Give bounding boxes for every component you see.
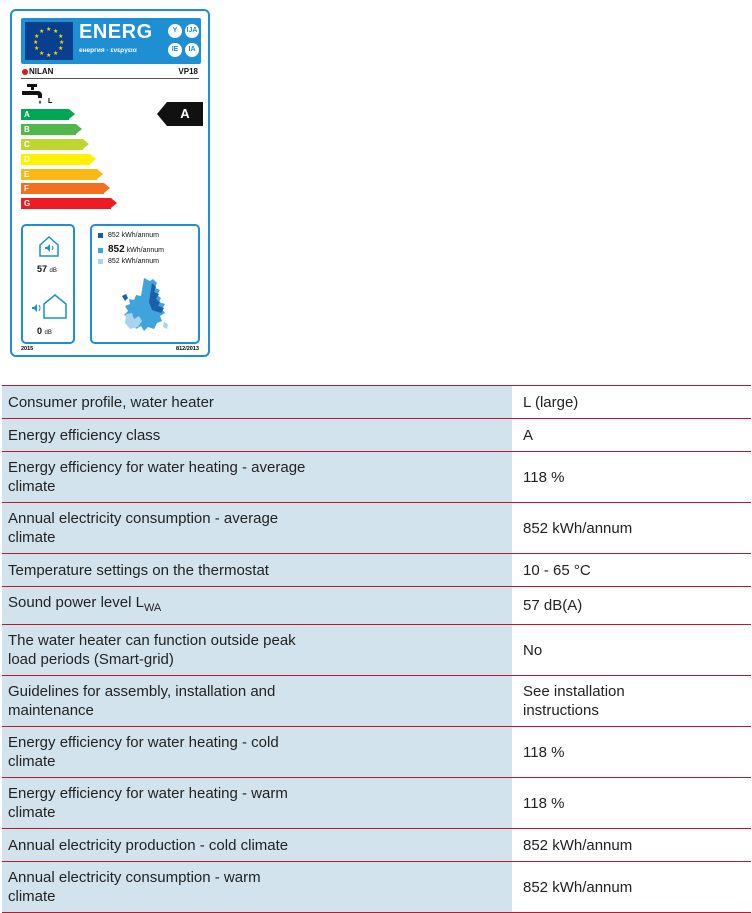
label-regulation: 812/2013 [176,346,199,352]
row-label: Consumer profile, water heater [2,386,512,419]
language-badge: Y [168,24,182,38]
brand-logo-icon [22,69,28,75]
table-row [2,778,751,829]
table-row [2,554,751,587]
row-label: The water heater can function outside peak load periods (Smart-grid) [2,625,512,676]
consumer-profile: L [48,98,53,105]
water-tap-icon [21,83,47,107]
row-value: No [517,625,751,676]
efficiency-bar-a: A [21,109,69,120]
label-year: 2015 [21,346,34,352]
row-label: Annual electricity consumption - average climate [2,503,512,554]
consumption-box [90,224,200,344]
table-row [2,452,751,503]
brand-name: NILAN [22,67,53,76]
noise-box [21,224,75,344]
row-label: Energy efficiency for water heating - average climate [2,452,512,503]
model-name: VP18 [178,67,198,76]
row-value: 852 kWh/annum [517,862,751,913]
efficiency-bar-d: D [21,154,90,165]
specification-table [2,385,751,913]
row-value: L (large) [517,386,751,419]
table-row [2,676,751,727]
efficiency-bar-e: E [21,169,97,180]
row-value: 10 - 65 °C [517,554,751,587]
table-row [2,587,751,625]
efficiency-bar-b: B [21,124,76,135]
label-divider [21,78,199,79]
row-value: 118 % [517,452,751,503]
outdoor-house-sound-icon [30,292,68,320]
row-label: Temperature settings on the thermostat [2,554,512,587]
table-row [2,727,751,778]
row-label: Energy efficiency for water heating - cold climate [2,727,512,778]
energy-class-indicator: A [167,102,203,126]
row-value: 852 kWh/annum [517,829,751,862]
consumption-average: 852 kWh/annum [98,244,164,255]
language-badge: IJA [185,24,199,38]
energy-label-subtitle: енергия · ενεργεια [79,47,137,54]
table-row [2,503,751,554]
efficiency-bar-c: C [21,139,83,150]
row-value: A [517,419,751,452]
eu-flag-icon: ★ ★ ★ ★ ★ ★ ★ ★ ★ ★ ★ ★ [25,22,73,60]
language-badge: IE [168,43,182,57]
efficiency-bar-g: G [21,198,111,209]
row-value: 118 % [517,727,751,778]
row-value: 57 dB(A) [517,587,751,625]
consumption-cold: 852 kWh/annum [98,232,159,239]
row-label: Annual electricity consumption - warm climate [2,862,512,913]
indoor-house-sound-icon [37,234,61,258]
energy-label-header [21,18,201,64]
language-badge: IA [185,43,199,57]
row-label: Energy efficiency class [2,419,512,452]
energy-label-image [10,9,210,357]
row-value: 852 kWh/annum [517,503,751,554]
row-label: Sound power level $L_{WA}$ [2,587,512,625]
row-label: Energy efficiency for water heating - warm climate [2,778,512,829]
europe-map-icon [114,274,180,340]
table-row [2,829,751,862]
table-row [2,625,751,676]
consumption-warm: 852 kWh/annum [98,258,159,265]
efficiency-bar-f: F [21,183,104,194]
row-value: 118 % [517,778,751,829]
table-row [2,386,751,419]
table-row [2,419,751,452]
row-label: Guidelines for assembly, installation and maintenance [2,676,512,727]
outdoor-noise-level: 0 dB [37,326,52,336]
row-label: Annual electricity production - cold climate [2,829,512,862]
row-value: See installation instructions [517,676,751,727]
table-row [2,862,751,913]
indoor-noise-level: 57 dB [37,264,57,274]
energy-label-title: ENERG [79,21,153,43]
